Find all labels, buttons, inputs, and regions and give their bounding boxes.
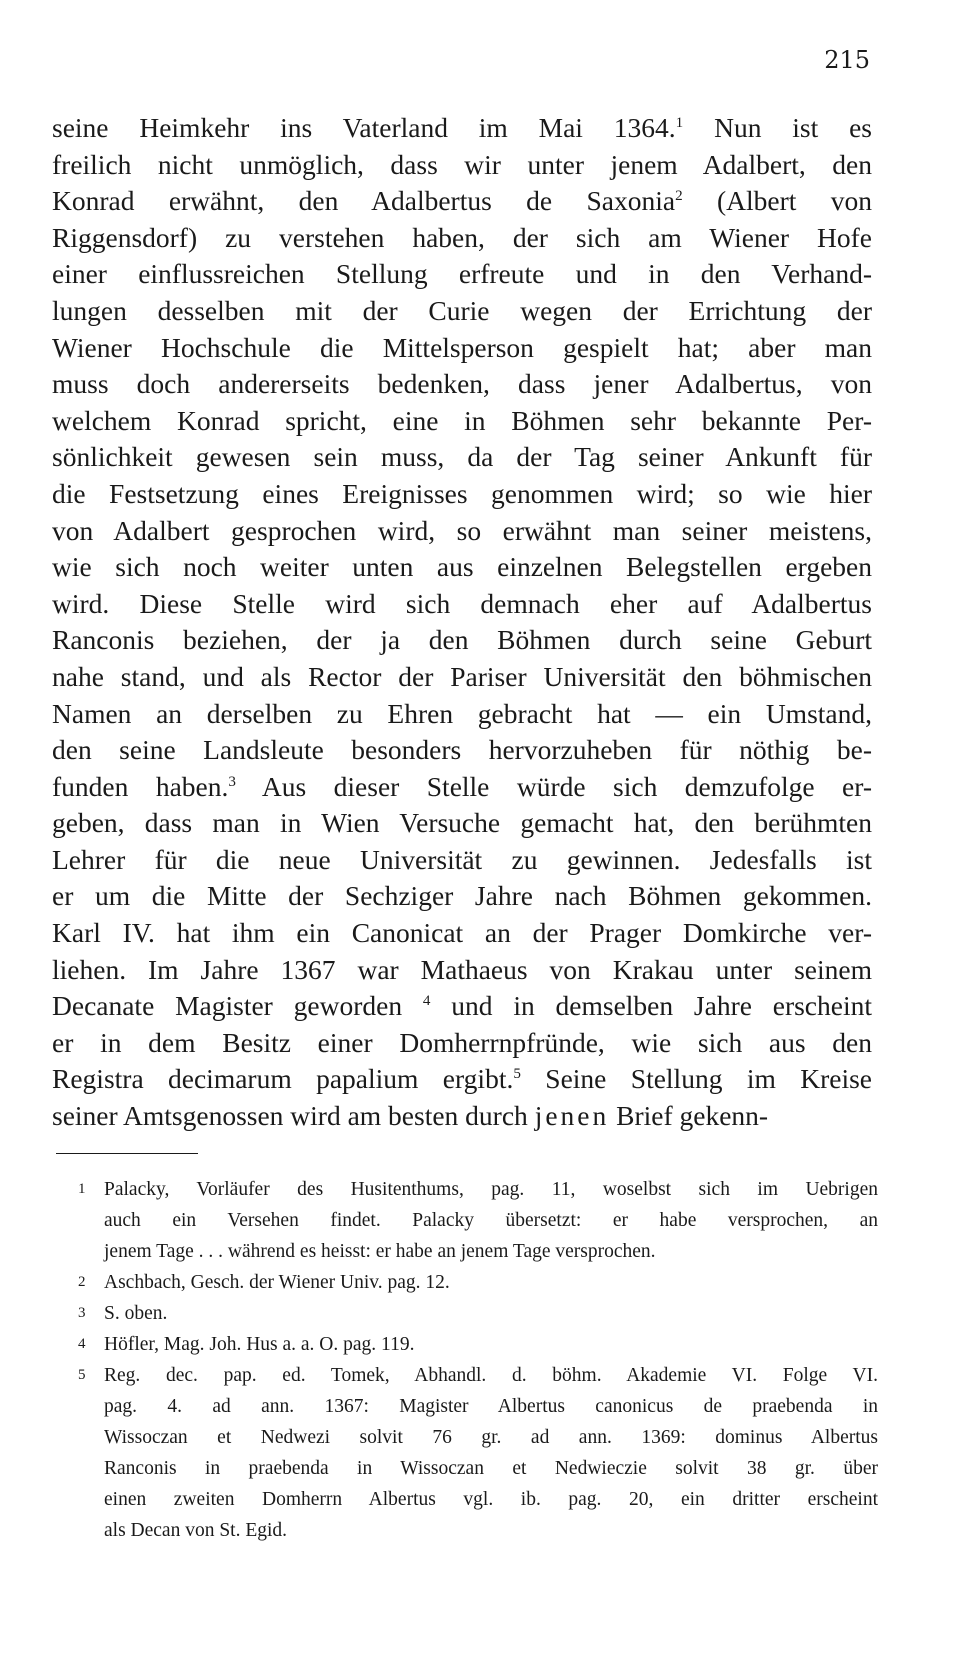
text-line: welchem Konrad spricht, eine in Böhmen sehr bekannte Per-: [52, 404, 872, 436]
footnote-line: Palacky, Vorläufer des Husitenthums, pag. 11, woselbst sich im Uebrigen: [104, 1179, 878, 1200]
footnote-number: 3: [78, 1305, 86, 1321]
text-line: wie sich noch weiter unten aus einzelnen Belegstellen ergeben: [52, 551, 872, 583]
footnote-line: S. oben.: [104, 1303, 168, 1324]
page-number: 215: [824, 46, 870, 74]
text-line: seiner Amtsgenossen wird am besten durch jenen Brief gekenn-: [52, 1100, 769, 1132]
footnote-3: [78, 1298, 878, 1329]
text-line: sönlichkeit gewesen sein muss, da der Tag seiner Ankunft für: [52, 441, 872, 473]
text-line: wird. Diese Stelle wird sich demnach eher auf Adalbertus: [52, 587, 872, 619]
footnote-1: [78, 1174, 878, 1267]
text-line: liehen. Im Jahre 1367 war Mathaeus von Krakau unter seinem: [52, 953, 872, 985]
text-line: seine Heimkehr ins Vaterland im Mai 1364.$^1$ Nun ist es: [52, 112, 873, 143]
footnote-line: Aschbach, Gesch. der Wiener Univ. pag. 12.: [104, 1272, 450, 1293]
text-line: Decanate Magister geworden $^4$ und in demselben Jahre erscheint: [52, 990, 873, 1022]
footnote-ref[interactable]: 5: [513, 1066, 521, 1083]
footnote-ref[interactable]: 3: [228, 773, 236, 790]
footnote-line: Höfler, Mag. Joh. Hus a. a. O. pag. 119.: [104, 1334, 415, 1355]
footnote-separator: [56, 1153, 198, 1154]
footnotes: [78, 1174, 878, 1546]
footnote-number: 2: [78, 1274, 86, 1290]
text-line: einer einflussreichen Stellung erfreute und in den Verhand-: [52, 258, 872, 290]
text-line: muss doch andererseits bedenken, dass jener Adalbertus, von: [52, 368, 872, 400]
footnote-line: Reg. dec. pap. ed. Tomek, Abhandl. d. böhm. Akademie VI. Folge VI.: [104, 1365, 878, 1386]
text-line: Namen an derselben zu Ehren gebracht hat — ein Umstand,: [52, 697, 872, 729]
main-text: [52, 110, 872, 1135]
footnote-line: auch ein Versehen findet. Palacky übersetzt: er habe versprochen, an: [104, 1210, 878, 1231]
footnote-line: pag. 4. ad ann. 1367: Magister Albertus canonicus de praebenda in: [104, 1396, 878, 1417]
footnote-line: einen zweiten Domherrn Albertus vgl. ib. pag. 20, ein dritter erscheint: [104, 1489, 878, 1510]
footnote-ref[interactable]: 4: [422, 993, 431, 1010]
footnote-number: 4: [78, 1336, 86, 1352]
emphasized-word: jenen: [534, 1100, 610, 1132]
text-line: lungen desselben mit der Curie wegen der Errichtung der: [52, 294, 872, 326]
text-line: Lehrer für die neue Universität zu gewinnen. Jedesfalls ist: [52, 843, 872, 875]
footnote-ref[interactable]: 2: [675, 188, 683, 205]
text-line: geben, dass man in Wien Versuche gemacht hat, den berühmten: [52, 807, 872, 839]
footnote-line: jenem Tage . . . während es heisst: er habe an jenem Tage versprochen.: [104, 1241, 656, 1262]
text-line: er um die Mitte der Sechziger Jahre nach Böhmen gekommen.: [52, 880, 872, 912]
text-line: von Adalbert gesprochen wird, so erwähnt man seiner meistens,: [52, 514, 872, 546]
footnote-number: 1: [78, 1181, 86, 1197]
footnote-4: [78, 1329, 878, 1360]
footnote-line: als Decan von St. Egid.: [104, 1520, 288, 1541]
text-line: Registra decimarum papalium ergibt.$^5$ Seine Stellung im Kreise: [52, 1063, 873, 1095]
footnote-5: [78, 1360, 878, 1546]
text-line: er in dem Besitz einer Domherrnpfründe, wie sich aus den: [52, 1026, 872, 1058]
text-line: Karl IV. hat ihm ein Canonicat an der Prager Domkirche ver-: [52, 917, 872, 949]
text-line: funden haben.$^3$ Aus dieser Stelle würde sich demzufolge er-: [52, 770, 873, 802]
footnote-number: 5: [78, 1367, 86, 1383]
footnote-line: Ranconis in praebenda in Wissoczan et Nedwieczie solvit 38 gr. über: [104, 1458, 878, 1479]
text-line: nahe stand, und als Rector der Pariser Universität den böhmischen: [52, 660, 872, 692]
text-line: Ranconis beziehen, der ja den Böhmen durch seine Geburt: [52, 624, 872, 656]
footnote-line: Wissoczan et Nedwezi solvit 76 gr. ad ann. 1369: dominus Albertus: [104, 1427, 878, 1448]
text-line: die Festsetzung eines Ereignisses genommen wird; so wie hier: [52, 477, 872, 509]
text-line: Wiener Hochschule die Mittelsperson gespielt hat; aber man: [52, 331, 872, 363]
text-line: den seine Landsleute besonders hervorzuheben für nöthig be-: [52, 734, 872, 766]
text-line: freilich nicht unmöglich, dass wir unter jenem Adalbert, den: [52, 148, 872, 180]
footnote-2: [78, 1267, 878, 1298]
footnote-ref[interactable]: 1: [675, 114, 684, 131]
text-line: Riggensdorf) zu verstehen haben, der sich am Wiener Hofe: [52, 221, 872, 253]
text-line: Konrad erwähnt, den Adalbertus de Saxonia$^2$ (Albert von: [52, 185, 872, 217]
